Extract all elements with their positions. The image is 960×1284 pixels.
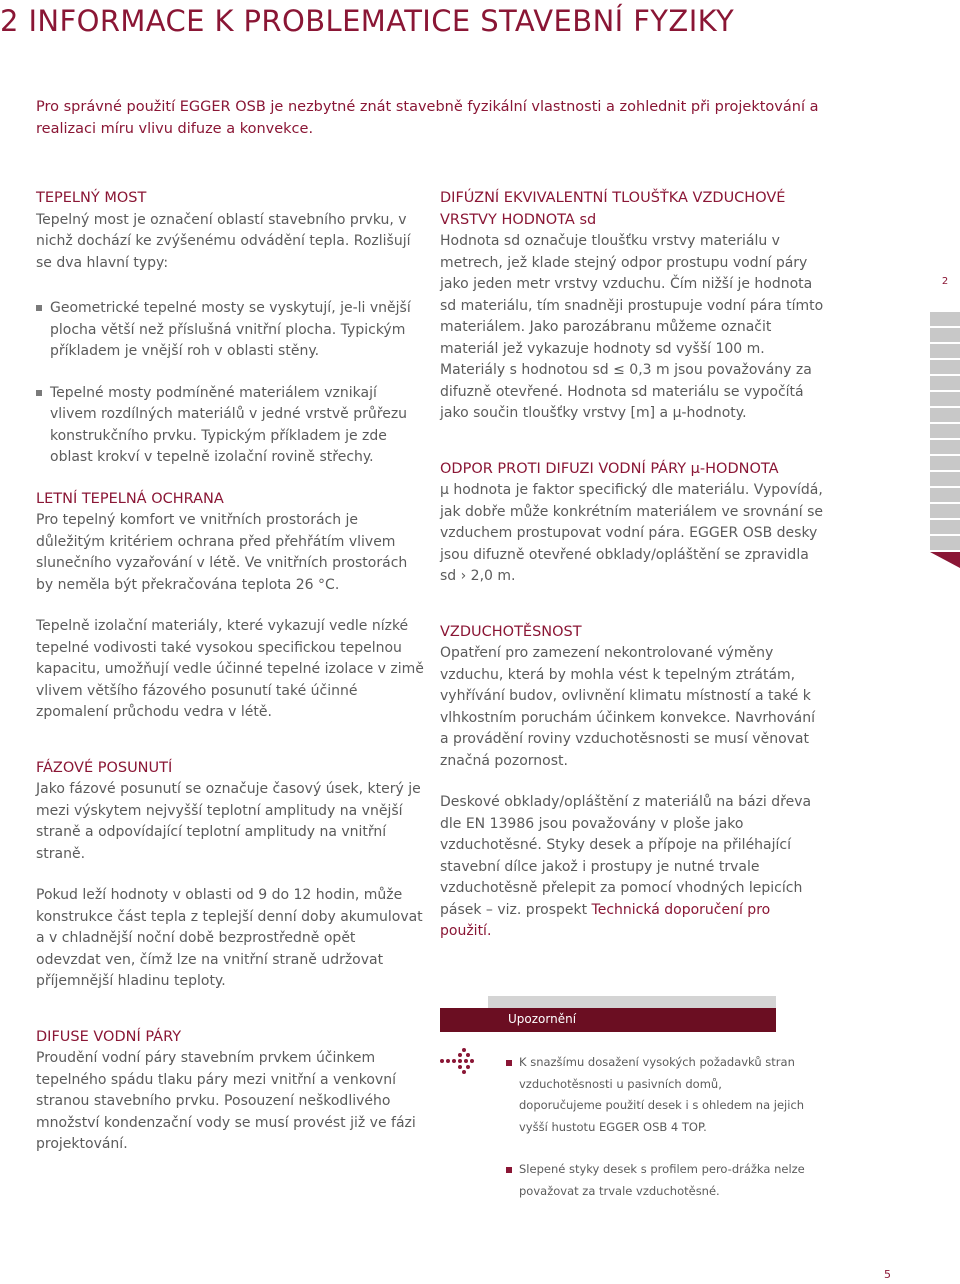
bullet-square-icon [506, 1167, 512, 1173]
list-item: Tepelné mosty podmíněné materiálem vznikají vlivem rozdílných materiálů v jedné vrstvě průřezu konstrukčního prvku. Typickým příkladem je zde oblast krokví v tepelně izolační rovině střechy. [36, 383, 424, 469]
side-tab-bar [930, 504, 960, 518]
bullet-square-icon [36, 390, 42, 396]
text-summer-protection-1: Pro tepelný komfort ve vnitřních prostorách je důležitým kritériem ochrana před přehřátím vlivem slunečního vyzařování v létě. Ve vnitřních prostorách by neměla být překračována teplota 26 °C. [36, 512, 408, 593]
text-phase-shift-2: Pokud leží hodnoty v oblasti od 9 do 12 hodin, může konstrukce část tepla z teplejší denní doby akumulovat a v chladnější noční době bezprostředně opět odevzdat ven, čímž lze na vnitřní straně udržovat příjemnější hladinu teploty. [36, 887, 423, 989]
notice-header-shade [488, 996, 776, 1008]
list-item: Geometrické tepelné mosty se vyskytují, je-li vnější plocha větší než příslušná vnitřní plocha. Typickým příkladem je vnější roh v oblasti stěny. [36, 298, 424, 363]
side-tab-bar [930, 488, 960, 502]
side-tab-bar [930, 344, 960, 358]
page-title: 2 INFORMACE K PROBLEMATICE STAVEBNÍ FYZIKY [0, 4, 735, 38]
heading-airtightness: VZDUCHOTĚSNOST [440, 623, 582, 640]
heading-thermal-bridge: TEPELNÝ MOST [36, 190, 147, 206]
notice-list [506, 1052, 806, 1223]
chapter-number: 2 [941, 276, 949, 287]
side-tab-bar [930, 456, 960, 470]
text-vapor-diffusion: Proudění vodní páry stavebním prvkem účinkem tepelného spádu tlaku páry mezi vnitřní a venkovní stranou stavebního prvku. Posouzení neškodlivého množství kondenzační vody se musí provést již ve fázi projektování. [36, 1050, 416, 1152]
chapter-side-tab [930, 256, 960, 568]
link-technical-recommendations[interactable]: Technická doporučení pro použití. [440, 901, 771, 939]
bullet-list-thermal-bridge [36, 298, 424, 469]
list-item: Slepené styky desek s profilem pero-drážka nelze považovat za trvale vzduchotěsné. [506, 1159, 806, 1202]
side-tab-arrow-icon [930, 552, 960, 568]
side-tab-bar [930, 424, 960, 438]
text-mu-value: µ hodnota je faktor specifický dle materiálu. Vypovídá, jak dobře může konkrétním materiálem ve srovnání se vzduchem prostupovat vodní pára. EGGER OSB desky jsou difuzně otevřené obklady/opláštění se zpravidla sd › 2,0 m. [440, 482, 824, 584]
section-thermal-bridge [36, 188, 424, 469]
side-tab-bar [930, 408, 960, 422]
section-phase-shift [36, 758, 424, 993]
notice-header [440, 1008, 776, 1032]
side-tab-bar [930, 376, 960, 390]
side-tab-bar [930, 328, 960, 342]
text-sd-value: Hodnota sd označuje tloušťku vrstvy materiálu v metrech, jež klade stejný odpor prostupu vodní páry jako jeden metr vrstvy vzduchu. Čím nižší je hodnota sd materiálu, tím snadněji prostupuje vodní pára tímto materiálem. Jako parozábranu můžeme označit materiál jež vykazuje hodnoty sd vyšší 100 m. Materiály s hodnotou sd ≤ 0,3 m jsou považovány za difuzně otevřené. Hodnota sd materiálu se vypočítá jako součin tloušťky vrstvy [m] a µ-hodnoty. [440, 233, 824, 421]
bullet-square-icon [506, 1060, 512, 1066]
text-airtightness-1: Opatření pro zamezení nekontrolované výměny vzduchu, která by mohla vést k tepelným ztrátám, vyhřívání budov, ovlivnění klimatu místností a také k vlhkostním poruchám účinkem konvekce. Navrhování a provádění roviny vzduchotěsnosti se musí věnovat značná pozornost. [440, 645, 815, 769]
side-tab-bar [930, 392, 960, 406]
heading-phase-shift: FÁZOVÉ POSUNUTÍ [36, 759, 173, 776]
notice-label: Upozornění [508, 1012, 577, 1026]
side-tab-bar [930, 536, 960, 550]
section-sd-value [440, 188, 825, 425]
page-number: 5 [884, 1268, 891, 1281]
side-tab-bar [930, 472, 960, 486]
side-tab-bar [930, 520, 960, 534]
text-airtightness-2: Deskové obklady/opláštění z materiálů na bázi dřeva dle EN 13986 jsou považovány v ploše jako vzduchotěsné. Styky desek a přípoje na přiléhající stavební dílce jakož i prostupy je nutné trvale vzduchotěsně přelepit za pomocí vhodných lepicích pásek – viz. prospekt Technická doporučení pro použití. [440, 794, 812, 939]
heading-mu-value: ODPOR PROTI DIFUZI VODNÍ PÁRY µ-HODNOTA [440, 460, 779, 477]
heading-sd-value: DIFÚZNÍ EKVIVALENTNÍ TLOUŠŤKA VZDUCHOVÉ VRSTVY HODNOTA sd [440, 190, 786, 228]
heading-vapor-diffusion: DIFUSE VODNÍ PÁRY [36, 1028, 182, 1045]
section-airtightness [440, 622, 825, 943]
side-tab-bar [930, 440, 960, 454]
heading-summer-protection: LETNÍ TEPELNÁ OCHRANA [36, 490, 224, 507]
section-vapor-diffusion [36, 1027, 424, 1156]
left-column [36, 188, 424, 1176]
right-column [440, 188, 825, 963]
section-summer-protection [36, 489, 424, 724]
side-tab-bar [930, 360, 960, 374]
intro-text: Pro správné použití EGGER OSB je nezbytné znát stavebně fyzikální vlastnosti a zohlednit při projektování a realizaci míru vlivu difuze a konvekce. [36, 99, 819, 137]
text-phase-shift-1: Jako fázové posunutí se označuje časový úsek, který je mezi výskytem nejvyšší teplotní amplitudy na vnější straně a odpovídající teplotní amplitudy na vnitřní straně. [36, 781, 421, 862]
text-summer-protection-2: Tepelně izolační materiály, které vykazují vedle nízké tepelné vodivosti také vysokou specifickou tepelnou kapacitu, umožňují vedle účinné tepelné izolace v zimě vlivem většího fázového posunutí také účinné zpomalení průchodu vedra v létě. [36, 618, 424, 720]
side-tab-bar [930, 312, 960, 326]
dotted-arrow-icon [438, 1046, 478, 1076]
text-thermal-bridge: Tepelný most je označení oblastí stavebního prvku, v nichž dochází ke zvýšenému odvádění tepla. Rozlišují se dva hlavní typy: [36, 211, 411, 271]
list-item: K snazšímu dosažení vysokých požadavků stran vzduchotěsnosti u pasivních domů, doporučujeme použití desek i s ohledem na jejich vyšší hustotu EGGER OSB 4 TOP. [506, 1052, 806, 1138]
section-mu-value [440, 459, 825, 588]
bullet-square-icon [36, 305, 42, 311]
